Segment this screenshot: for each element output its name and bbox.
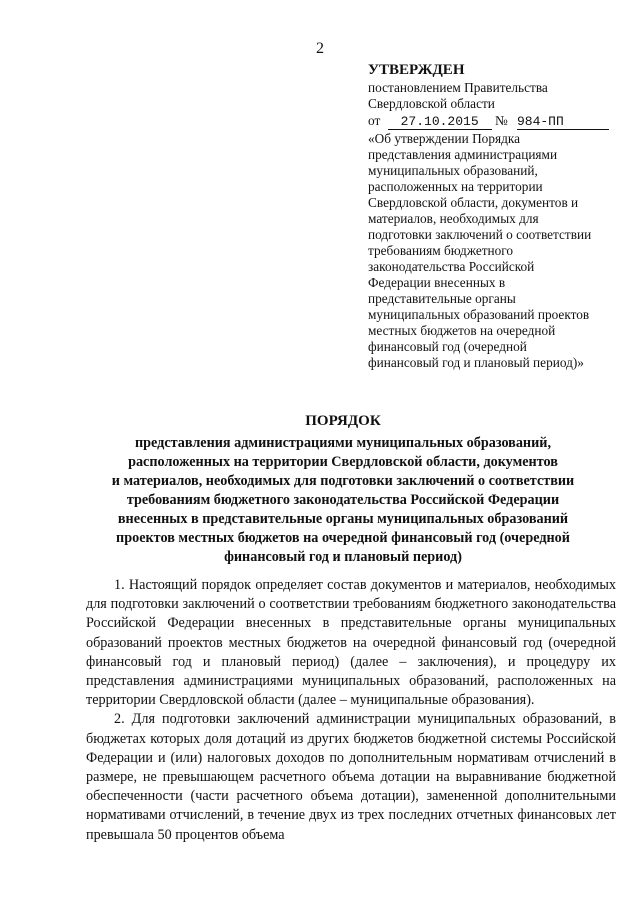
resolution-title-line: подготовки заключений о соответствии [368,227,592,242]
title-main: ПОРЯДОК [305,413,381,429]
approval-stamp [368,62,618,371]
approval-line-2: Свердловской области [368,96,495,111]
resolution-title-line: Свердловской области, документов и [368,195,579,210]
title-subtitle-line: расположенных на территории Свердловской области, документов [128,454,558,470]
resolution-title-line: «Об утверждении Порядка [368,131,521,146]
approval-date-number [368,113,618,130]
resolution-title-line: требованиям бюджетного [368,243,514,258]
page-number: 2 [316,40,324,57]
resolution-title-line: финансовый год и плановый период)» [368,355,584,370]
title-subtitle-line: финансовый год и плановый период) [224,549,462,565]
resolution-title-line: законодательства Российской [368,259,535,274]
approval-date: 27.10.2015 [388,115,492,130]
resolution-title-line: представительные органы [368,291,516,306]
resolution-title [368,131,618,371]
approval-heading: УТВЕРЖДЕН [368,62,465,78]
approval-line-1: постановлением Правительства [368,80,548,95]
resolution-title-line: муниципальных образований, [368,163,538,178]
resolution-title-line: материалов, необходимых для [368,211,539,226]
paragraph-2: 2. Для подготовки заключений администрации муниципальных образований, в бюджетах которых доля дотаций из других бюджетов бюджетной системы Российской Федерации и (или) налоговых доходов по дополнительным нормативам отчислений в размере, не превышающем расчетного объема дотации на выравнивание бюджетной обеспеченности (части расчетного объема дотации), замененной дополнительными нормативами отчислений, в течение двух из трех последних отчетных финансовых лет превышала 50 процентов объема [86,711,616,843]
title-subtitle-line: и материалов, необходимых для подготовки заключений о соответствии [111,473,575,489]
document-title [60,412,626,567]
paragraph-1: 1. Настоящий порядок определяет состав документов и материалов, необходимых для подготовки заключений о соответствии требованиям бюджетного законодательства Российской Федерации внесенных в представительные органы муниципальных образований проектов местных бюджетов на очередной финансовый год (очередной финансовый год и плановый период) (далее – заключения), и процедуру их представления администрациями муниципальных образований, расположенных на территории Свердловской области (далее – муниципальные образования). [86,577,616,709]
approval-number: 984-ПП [517,115,609,130]
title-subtitle-line: представления администрациями муниципальных образований, [134,435,552,451]
number-prefix: № [494,113,508,128]
resolution-title-line: муниципальных образований проектов [368,307,590,322]
title-subtitle-line: проектов местных бюджетов на очередной финансовый год (очередной [116,530,570,546]
body-text [86,576,616,845]
resolution-title-line: Федерации внесенных в [368,275,506,290]
resolution-title-line: представления администрациями [368,147,558,162]
title-subtitle-line: требованиям бюджетного законодательства Российской Федерации [126,492,560,508]
resolution-title-line: финансовый год (очередной [368,339,527,354]
title-subtitle-line: внесенных в представительные органы муниципальных образований [117,511,569,527]
resolution-title-line: расположенных на территории [368,179,543,194]
date-prefix: от [368,113,381,128]
resolution-title-line: местных бюджетов на очередной [368,323,556,338]
